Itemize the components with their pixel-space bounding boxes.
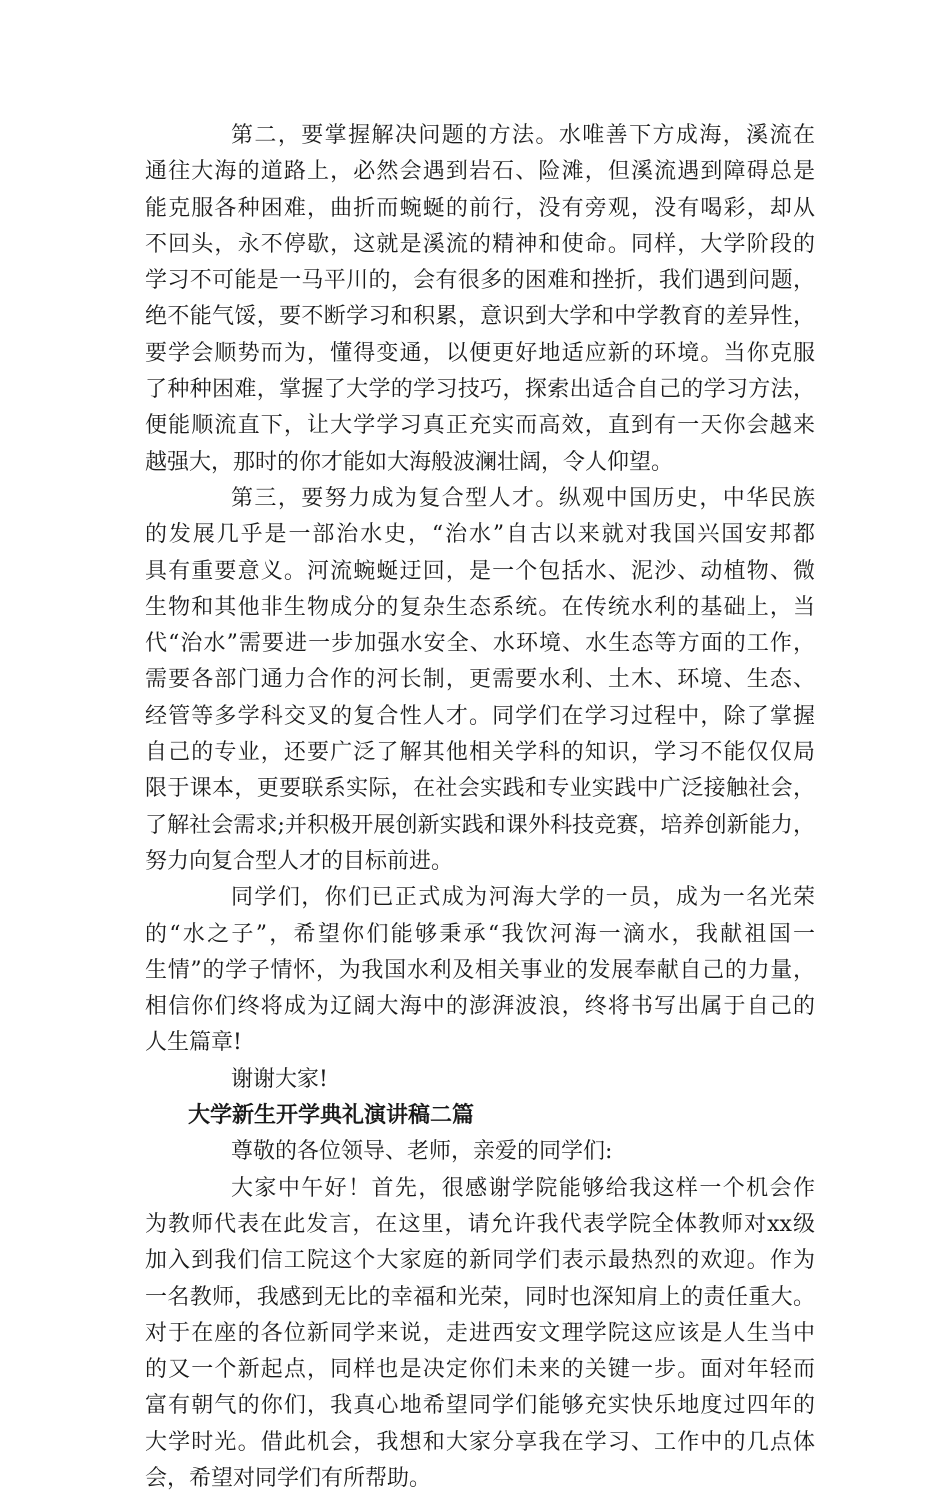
text-line: 便能顺流直下，让大学学习真正充实而高效，直到有一天你会越来 [145, 413, 815, 439]
paragraph-conclusion [145, 880, 815, 1061]
text-line: 会，希望对同学们有所帮助。 [145, 1465, 432, 1491]
text-line: 需要各部门通力合作的河长制，更需要水利、土木、环境、生态、 [145, 667, 815, 693]
text-line: 富有朝气的你们，我真心地希望同学们能够充实快乐地度过四年的 [145, 1393, 815, 1419]
text-line: 努力向复合型人才的目标前进。 [145, 848, 454, 874]
text-line: 经管等多学科交叉的复合性人才。同学们在学习过程中，除了掌握 [145, 703, 815, 729]
text-line: 的“水之子”，希望你们能够秉承“我饮河海一滴水，我献祖国一 [145, 921, 815, 947]
text-line: 的发展几乎是一部治水史，“治水”自古以来就对我国兴国安邦都 [145, 522, 815, 548]
text-line: 第二，要掌握解决问题的方法。水唯善下方成海，溪流在 [231, 123, 815, 148]
text-line: 要学会顺势而为，懂得变通，以便更好地适应新的环境。当你克服 [145, 340, 815, 366]
text-line: 通往大海的道路上，必然会遇到岩石、险滩，但溪流遇到障碍总是 [145, 159, 815, 185]
text-line: 第三，要努力成为复合型人才。纵观中国历史，中华民族 [231, 485, 815, 511]
text-line: 了种种困难，掌握了大学的学习技巧，探索出适合自己的学习方法， [145, 377, 815, 403]
text-line: 生物和其他非生物成分的复杂生态系统。在传统水利的基础上，当 [145, 594, 815, 620]
text-line: 了解社会需求;并积极开展创新实践和课外科技竞赛，培养创新能力， [145, 812, 815, 838]
text-line: 限于课本，更要联系实际，在社会实践和专业实践中广泛接触社会， [145, 776, 815, 802]
paragraph-salutation [145, 1134, 815, 1170]
text-line: 能克服各种困难，曲折而蜿蜒的前行，没有旁观，没有喝彩，却从 [145, 195, 815, 221]
text-line: 的又一个新起点，同样也是决定你们未来的关键一步。面对年轻而 [145, 1357, 815, 1383]
document-page [145, 118, 815, 1497]
text-line: 对于在座的各位新同学来说，走进西安文理学院这应该是人生当中 [145, 1320, 815, 1346]
paragraph-second-point [145, 118, 815, 481]
section-heading: 大学新生开学典礼演讲稿二篇 [188, 1103, 475, 1129]
text-line: 加入到我们信工院这个大家庭的新同学们表示最热烈的欢迎。作为 [145, 1248, 815, 1274]
text-line: 学习不可能是一马平川的，会有很多的困难和挫折，我们遇到问题， [145, 268, 815, 294]
text-line: 越强大，那时的你才能如大海般波澜壮阔，令人仰望。 [145, 449, 674, 475]
text-line: 具有重要意义。河流蜿蜒迂回，是一个包括水、泥沙、动植物、微 [145, 558, 815, 584]
paragraph-opening [145, 1171, 815, 1497]
text-line: 生情”的学子情怀，为我国水利及相关事业的发展奉献自己的力量， [145, 957, 815, 983]
text-line: 同学们，你们已正式成为河海大学的一员，成为一名光荣 [231, 885, 815, 911]
text-line: 尊敬的各位领导、老师，亲爱的同学们: [231, 1139, 613, 1165]
text-line: 大学时光。借此机会，我想和大家分享我在学习、工作中的几点体 [145, 1429, 815, 1455]
text-line: 代“治水”需要进一步加强水安全、水环境、水生态等方面的工作， [145, 631, 815, 657]
text-line: 相信你们终将成为辽阔大海中的澎湃波浪，终将书写出属于自己的 [145, 994, 815, 1020]
text-line: 人生篇章! [145, 1030, 242, 1056]
text-line: 不回头，永不停歇，这就是溪流的精神和使命。同样，大学阶段的 [145, 231, 815, 257]
text-line: 自己的专业，还要广泛了解其他相关学科的知识，学习不能仅仅局 [145, 740, 815, 766]
text-line: 为教师代表在此发言，在这里，请允许我代表学院全体教师对xx级 [145, 1211, 815, 1237]
paragraph-thanks [145, 1062, 815, 1098]
text-line: 大家中午好！首先，很感谢学院能够给我这样一个机会作 [231, 1175, 815, 1201]
text-line: 谢谢大家! [231, 1066, 328, 1092]
text-line: 一名教师，我感到无比的幸福和光荣，同时也深知肩上的责任重大。 [145, 1284, 815, 1310]
text-line: 绝不能气馁，要不断学习和积累，意识到大学和中学教育的差异性， [145, 304, 815, 330]
paragraph-third-point [145, 481, 815, 880]
